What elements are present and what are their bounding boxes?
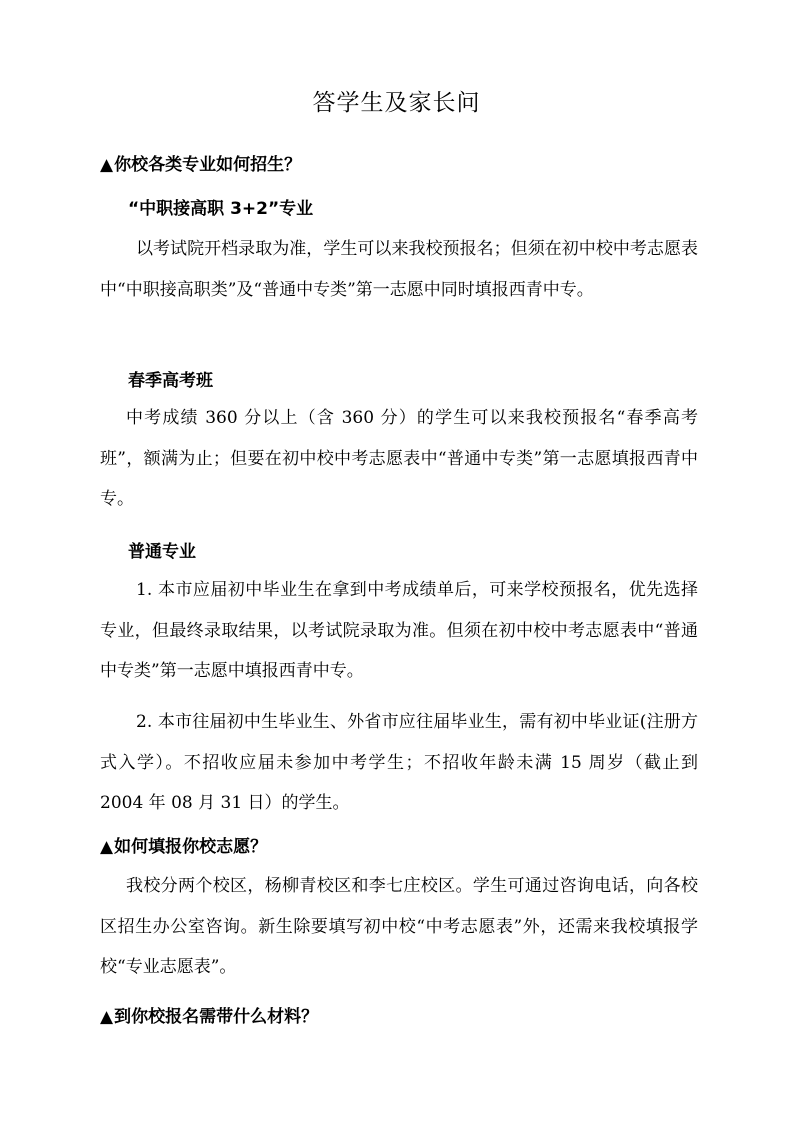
question-answer-2: 我校分两个校区，杨柳青校区和李七庄校区。学生可通过咨询电话，向各校区招生办公室咨询。新生除要填写初中校“中考志愿表”外，还需来我校填报学校“专业志愿表”。 <box>100 876 698 977</box>
general-item-2: 2. 本市往届初中生毕业生、外省市应往届毕业生，需有初中毕业证(注册方式入学）。不招收应届未参加中考学生；不招收年龄未满 15 周岁（截止到 2004 年 08 月 31 日）的学生。 <box>100 712 698 813</box>
section-body-spring-exam: 中考成绩 360 分以上（含 360 分）的学生可以来我校预报名“春季高考班”，额满为止；但要在初中校中考志愿表中“普通中专类”第一志愿填报西青中专。 <box>100 408 698 509</box>
question-heading-1 <box>100 150 301 175</box>
triangle-bullet-icon: ▲ <box>100 155 114 175</box>
section-body-3plus2: 以考试院开档录取为准，学生可以来我校预报名；但须在初中校中考志愿表中“中职接高职类”及“普通中专类”第一志愿中同时填报西青中专。 <box>100 239 698 300</box>
question-text-1: 你校各类专业如何招生？ <box>114 155 302 175</box>
section-heading-spring-exam: 春季高考班 <box>128 371 213 391</box>
general-item-1: 1. 本市应届初中毕业生在拿到中考成绩单后，可来学校预报名，优先选择专业，但最终录取结果，以考试院录取为准。但须在初中校中考志愿表中“普通中专类”第一志愿中填报西青中专。 <box>100 580 698 681</box>
triangle-bullet-icon: ▲ <box>100 837 114 857</box>
triangle-bullet-icon: ▲ <box>100 1007 114 1027</box>
section-heading-general: 普通专业 <box>128 542 196 562</box>
section-heading-3plus2: “中职接高职 3+2”专业 <box>128 199 314 219</box>
question-text-2: 如何填报你校志愿？ <box>114 837 268 857</box>
question-heading-3 <box>100 1002 318 1027</box>
page-title: 答学生及家长问 <box>312 90 481 116</box>
question-heading-2 <box>100 832 267 857</box>
question-text-3: 到你校报名需带什么材料？ <box>114 1007 319 1027</box>
